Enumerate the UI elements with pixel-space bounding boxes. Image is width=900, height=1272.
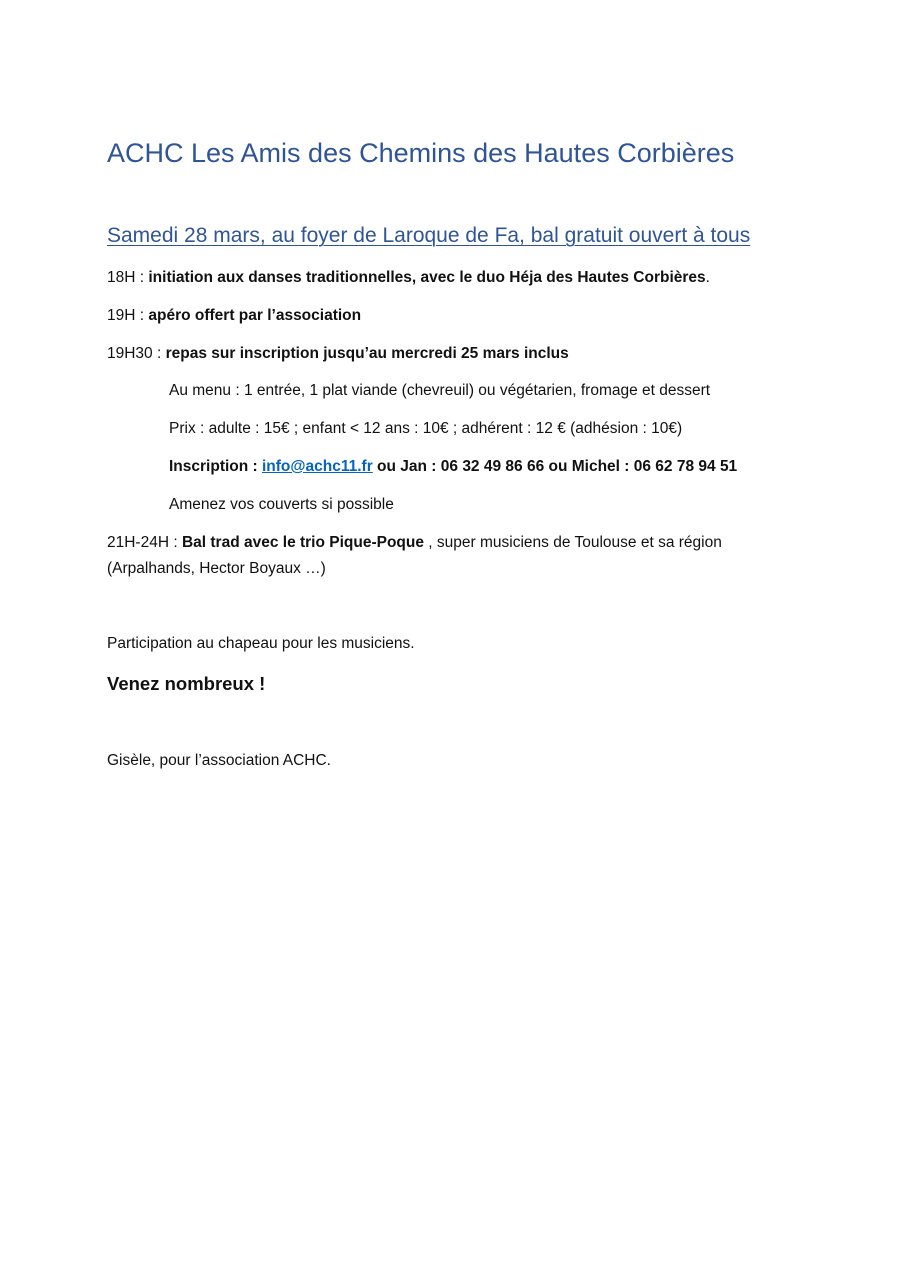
schedule-time: 18H : bbox=[107, 269, 149, 286]
schedule-tail: , super musiciens de Toulouse et sa région bbox=[424, 534, 722, 551]
price-line: Prix : adulte : 15€ ; enfant < 12 ans : 10€ ; adhérent : 12 € (adhésion : 10€) bbox=[169, 420, 683, 437]
schedule-18h bbox=[107, 265, 710, 291]
schedule-tail: . bbox=[705, 269, 710, 286]
schedule-text: initiation aux danses traditionnelles, avec le duo Héja des Hautes Corbières bbox=[148, 269, 706, 286]
schedule-time: 21H-24H : bbox=[107, 534, 182, 551]
event-subtitle: Samedi 28 mars, au foyer de Laroque de Fa, bal gratuit ouvert à tous bbox=[107, 224, 751, 247]
inscription-line bbox=[169, 454, 737, 480]
participation-line: Participation au chapeau pour les musiciens. bbox=[107, 635, 415, 652]
schedule-21h-continuation: (Arpalhands, Hector Boyaux …) bbox=[107, 560, 326, 577]
document-title: ACHC Les Amis des Chemins des Hautes Corbières bbox=[107, 138, 735, 168]
inscription-contacts: ou Jan : 06 32 49 86 66 ou Michel : 06 62 78 94 51 bbox=[372, 458, 738, 475]
inscription-label: Inscription : bbox=[169, 458, 262, 475]
couverts-line: Amenez vos couverts si possible bbox=[169, 496, 394, 513]
schedule-text: apéro offert par l’association bbox=[148, 307, 362, 324]
schedule-19h bbox=[107, 303, 361, 329]
signature: Gisèle, pour l’association ACHC. bbox=[107, 752, 331, 769]
schedule-19h30 bbox=[107, 341, 569, 367]
email-link[interactable]: info@achc11.fr bbox=[262, 458, 373, 475]
menu-line: Au menu : 1 entrée, 1 plat viande (chevreuil) ou végétarien, fromage et dessert bbox=[169, 382, 711, 399]
schedule-text: Bal trad avec le trio Pique-Poque bbox=[181, 534, 424, 551]
schedule-text: repas sur inscription jusqu’au mercredi 25 mars inclus bbox=[165, 345, 569, 362]
schedule-21h bbox=[107, 530, 722, 556]
schedule-time: 19H : bbox=[107, 307, 149, 324]
call-to-action: Venez nombreux ! bbox=[107, 673, 266, 694]
schedule-time: 19H30 : bbox=[107, 345, 166, 362]
